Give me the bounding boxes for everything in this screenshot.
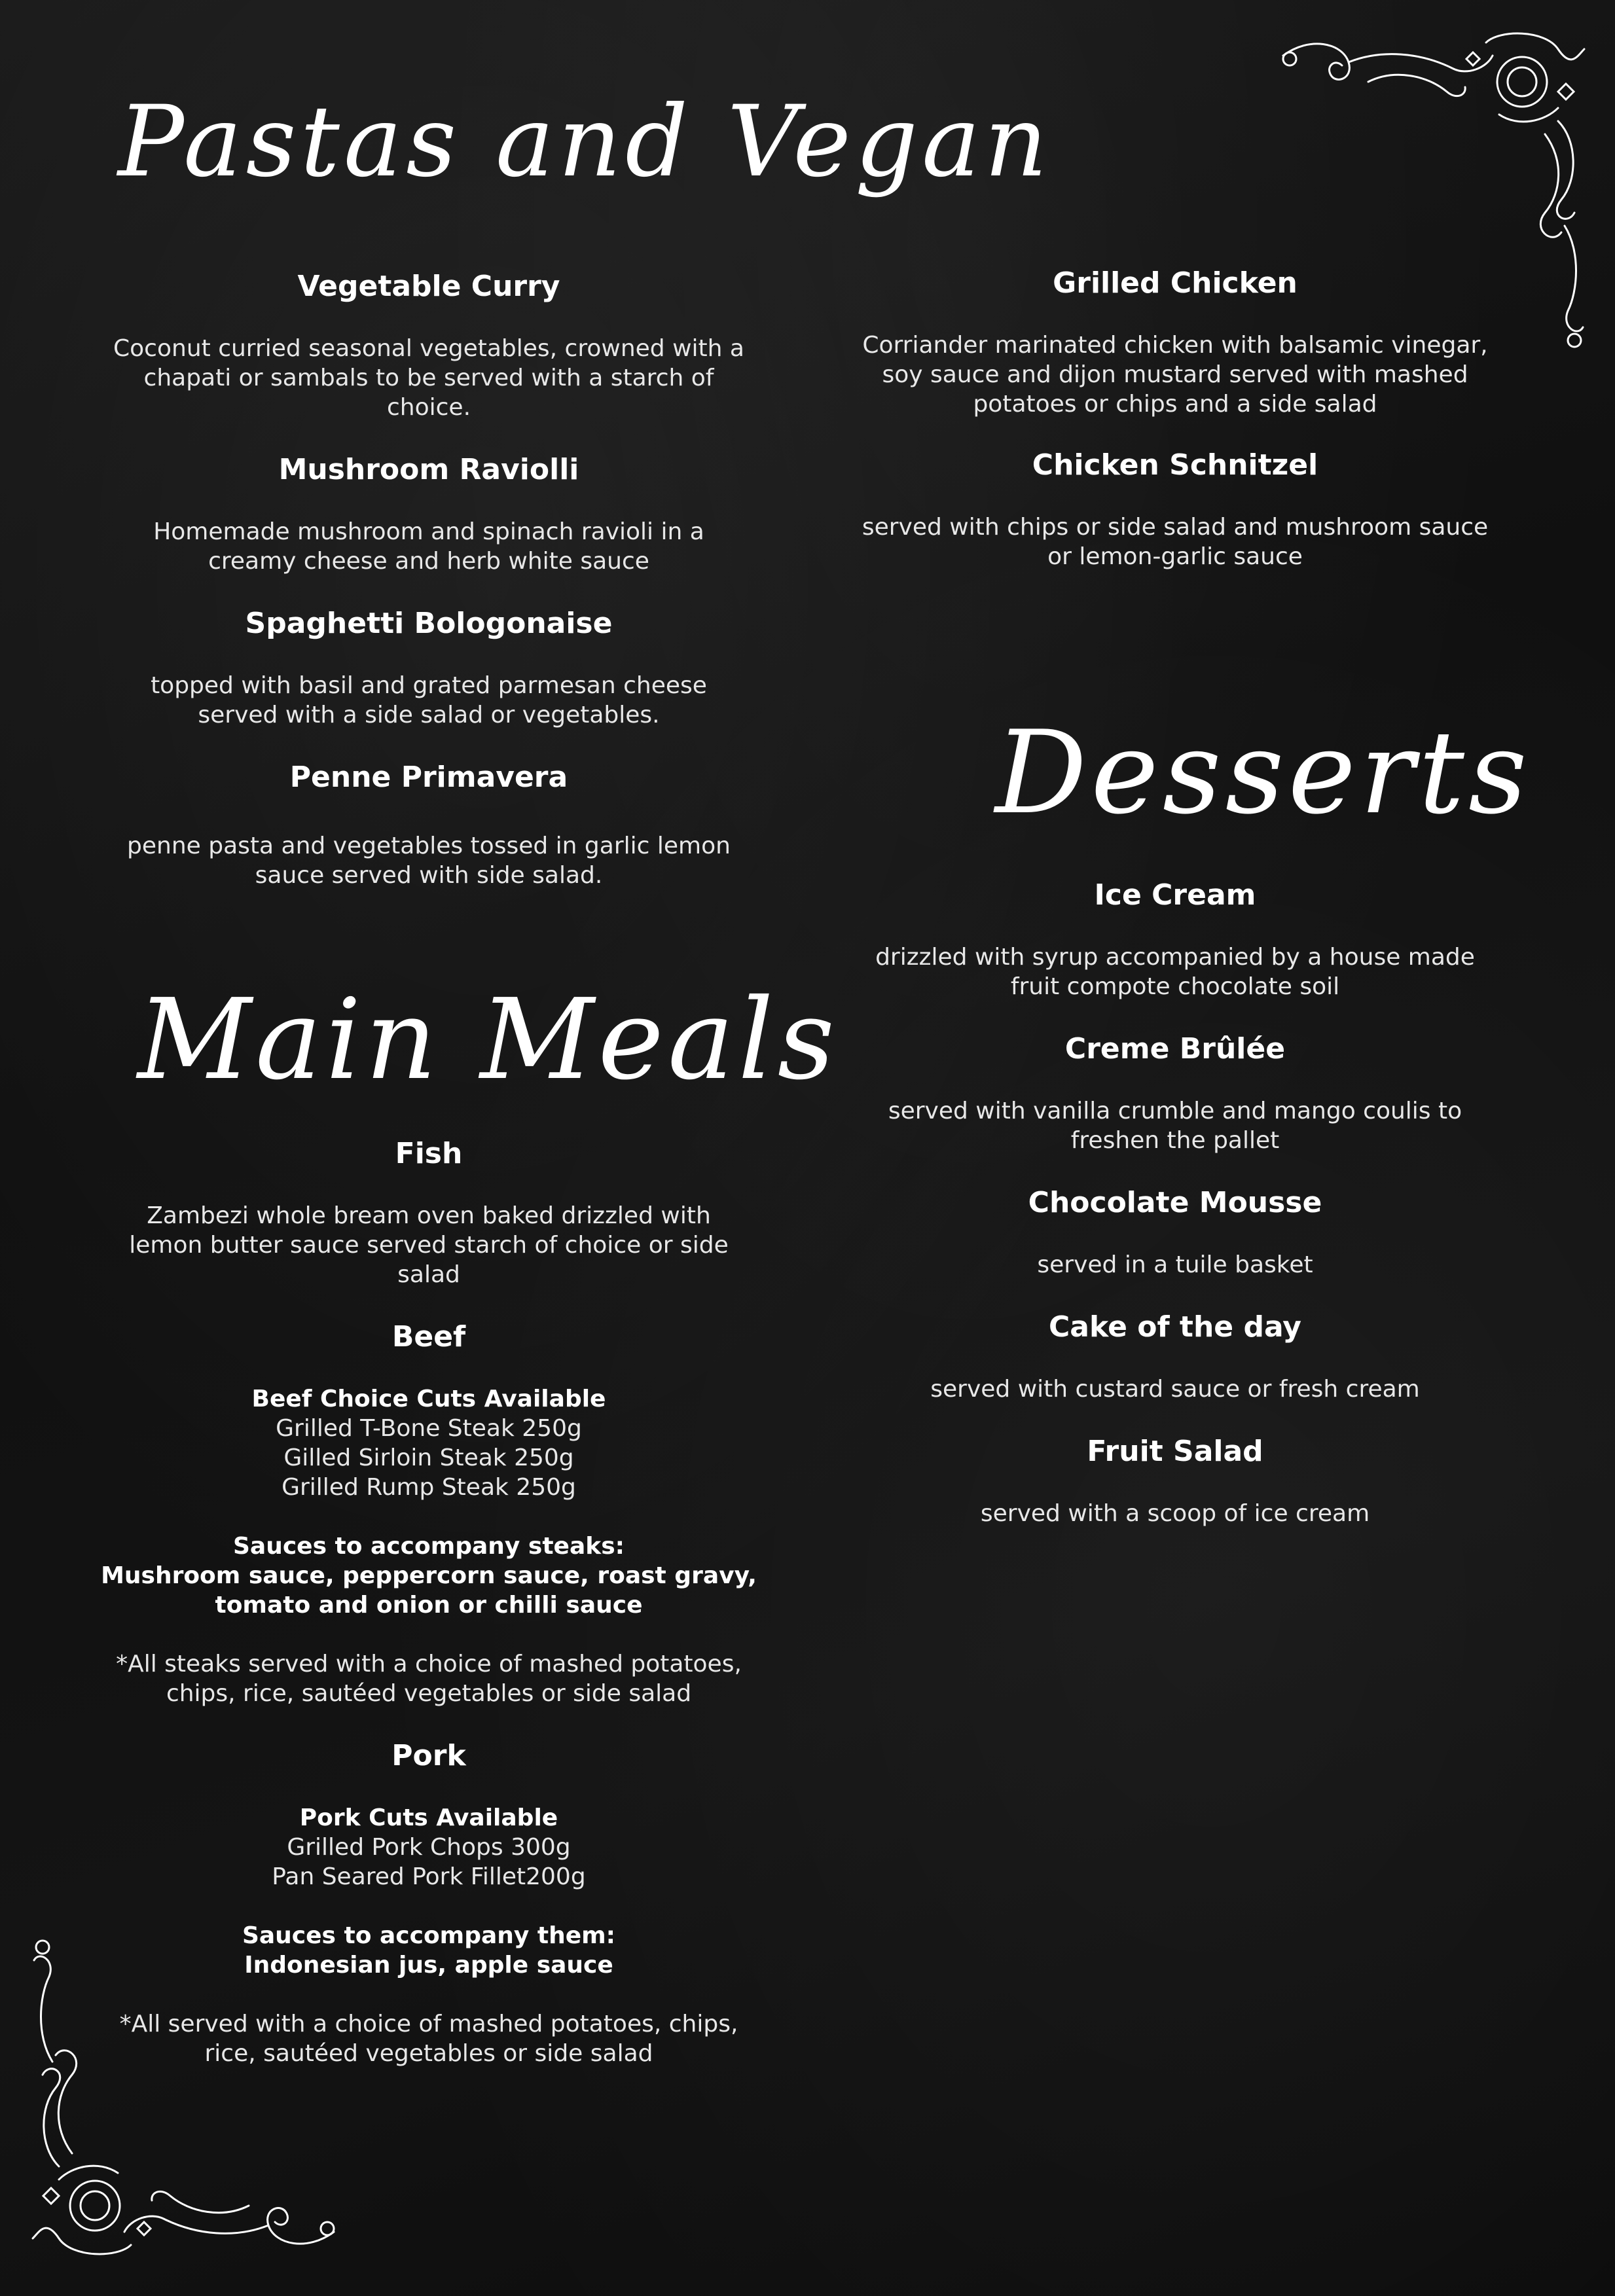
item-desc-line: freshen the pallet xyxy=(1070,1127,1280,1154)
beef-cut-line: Grilled Rump Steak 250g xyxy=(281,1474,576,1501)
item-desc-line: drizzled with syrup accompanied by a house made xyxy=(875,944,1475,971)
pork-sauces-line: Indonesian jus, apple sauce xyxy=(244,1952,613,1979)
item-desc-line: served with vanilla crumble and mango coulis to xyxy=(888,1098,1462,1124)
pork-cut-line: Grilled Pork Chops 300g xyxy=(287,1834,571,1861)
beef-cut-line: Grilled T-Bone Steak 250g xyxy=(276,1415,582,1442)
item-desc-line: served in a tuile basket xyxy=(1037,1251,1313,1278)
item-desc-line: served with chips or side salad and mushroom sauce xyxy=(862,514,1489,541)
menu-item-mushroom-raviolli xyxy=(85,452,772,576)
beef-note-line: chips, rice, sautéed vegetables or side salad xyxy=(166,1680,692,1707)
menu-item-grilled-chicken xyxy=(818,265,1532,419)
item-name: Chocolate Mousse xyxy=(1028,1186,1322,1219)
menu-item-vegetable-curry xyxy=(85,268,772,422)
pork-note-line: *All served with a choice of mashed potatoes, chips, xyxy=(119,2011,738,2037)
item-desc-line: served with custard sauce or fresh cream xyxy=(930,1376,1420,1403)
section-title-main-meals: Main Meals xyxy=(137,975,839,1105)
item-name: Cake of the day xyxy=(1049,1310,1301,1344)
item-desc-line: served with a scoop of ice cream xyxy=(980,1500,1370,1527)
menu-item-cake-of-the-day xyxy=(818,1309,1532,1404)
beef-cuts-heading: Beef Choice Cuts Available xyxy=(251,1386,606,1412)
menu-item-chicken-schnitzel xyxy=(818,447,1532,571)
beef-cut-line: Gilled Sirloin Steak 250g xyxy=(283,1444,574,1471)
item-desc-line: sauce served with side salad. xyxy=(255,862,603,889)
menu-item-creme-brulee xyxy=(818,1031,1532,1155)
section-title-desserts: Desserts xyxy=(995,707,1531,840)
item-desc-line: lemon butter sauce served starch of choice or side xyxy=(129,1232,729,1259)
item-name: Ice Cream xyxy=(1094,878,1256,912)
item-name: Penne Primavera xyxy=(289,761,568,794)
menu-item-beef xyxy=(85,1319,772,1708)
pork-cuts-heading: Pork Cuts Available xyxy=(299,1804,558,1831)
item-desc-line: served with a side salad or vegetables. xyxy=(198,702,660,728)
item-desc-line: Corriander marinated chicken with balsamic vinegar, xyxy=(862,332,1488,359)
beef-note-line: *All steaks served with a choice of mashed potatoes, xyxy=(116,1651,742,1677)
item-name: Fish xyxy=(395,1137,463,1170)
beef-sauces-heading: Sauces to accompany steaks: xyxy=(232,1533,625,1560)
item-desc-line: fruit compote chocolate soil xyxy=(1010,973,1340,1000)
item-name: Beef xyxy=(391,1320,466,1354)
item-desc-line: Coconut curried seasonal vegetables, crowned with a xyxy=(113,335,744,362)
item-name: Chicken Schnitzel xyxy=(1032,448,1318,482)
pork-cut-line: Pan Seared Pork Fillet200g xyxy=(272,1863,586,1890)
item-desc-line: potatoes or chips and a side salad xyxy=(973,391,1377,418)
item-desc-line: soy sauce and dijon mustard served with mashed xyxy=(882,361,1468,388)
pork-sauces-heading: Sauces to accompany them: xyxy=(242,1922,616,1949)
item-desc-line: creamy cheese and herb white sauce xyxy=(208,548,649,575)
pork-note-line: rice, sautéed vegetables or side salad xyxy=(204,2040,653,2067)
item-name: Fruit Salad xyxy=(1087,1435,1263,1468)
menu-item-ice-cream xyxy=(818,877,1532,1001)
item-name: Spaghetti Bologonaise xyxy=(245,607,613,640)
menu-item-fish xyxy=(85,1136,772,1289)
menu-item-penne-primavera xyxy=(85,759,772,890)
item-desc-line: or lemon-garlic sauce xyxy=(1047,543,1303,570)
beef-sauces-line: tomato and onion or chilli sauce xyxy=(215,1592,643,1619)
item-name: Creme Brûlée xyxy=(1064,1032,1286,1066)
item-desc-line: Homemade mushroom and spinach ravioli in a xyxy=(153,518,704,545)
item-desc-line: salad xyxy=(397,1261,460,1288)
section-title-pastas-vegan: Pastas and Vegan xyxy=(118,85,1052,199)
menu-item-fruit-salad xyxy=(818,1433,1532,1528)
beef-sauces-line: Mushroom sauce, peppercorn sauce, roast gravy, xyxy=(101,1562,757,1589)
item-name: Grilled Chicken xyxy=(1053,266,1297,300)
item-desc-line: Zambezi whole bream oven baked drizzled with xyxy=(147,1202,711,1229)
item-name: Pork xyxy=(391,1739,466,1772)
item-name: Vegetable Curry xyxy=(297,270,560,303)
item-desc-line: topped with basil and grated parmesan cheese xyxy=(151,672,707,699)
item-name: Mushroom Raviolli xyxy=(278,453,579,486)
item-desc-line: chapati or sambals to be served with a starch of xyxy=(143,365,714,391)
menu-item-spaghetti-bologonaise xyxy=(85,605,772,730)
menu-item-pork xyxy=(85,1738,772,2068)
item-desc-line: penne pasta and vegetables tossed in garlic lemon xyxy=(127,833,731,859)
menu-item-chocolate-mousse xyxy=(818,1185,1532,1280)
item-desc-line: choice. xyxy=(386,394,471,421)
